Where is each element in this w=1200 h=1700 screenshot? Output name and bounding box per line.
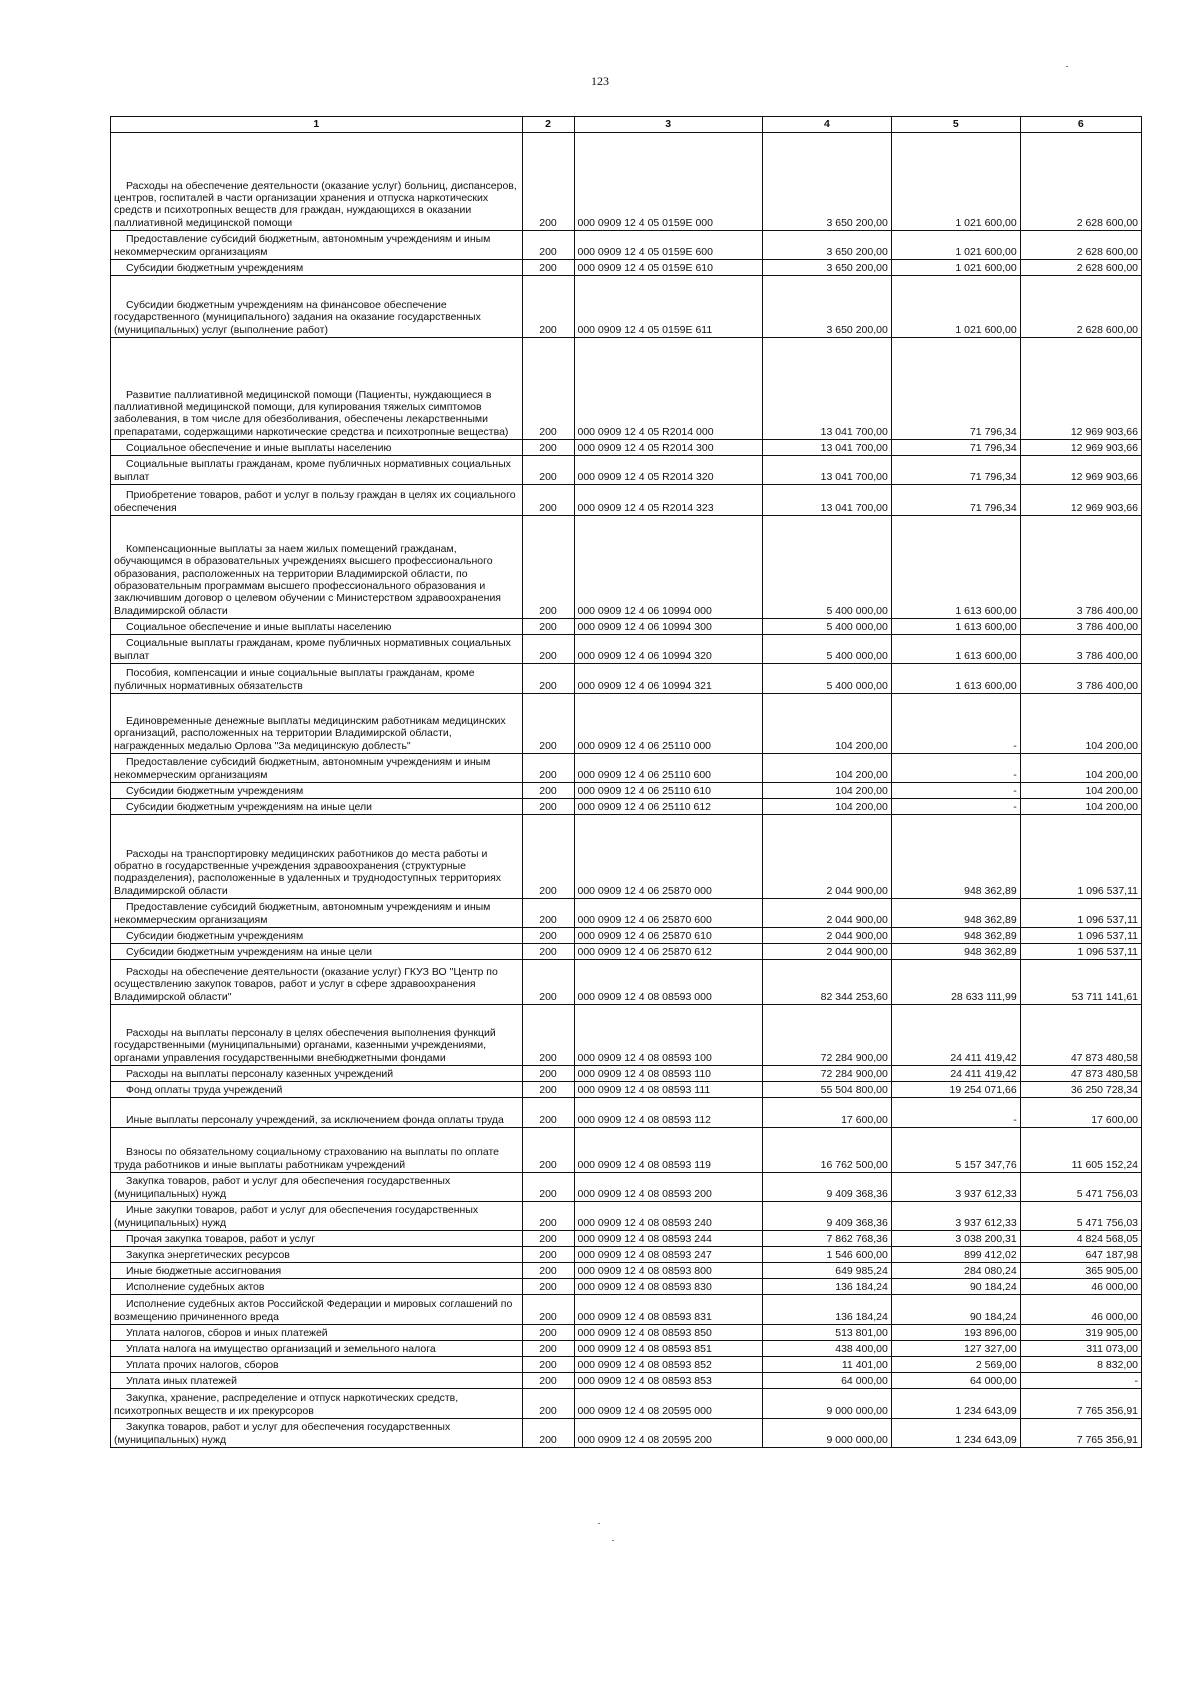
grbs-code-cell: 200 xyxy=(522,783,574,799)
remaining-amount-cell: 319 905,00 xyxy=(1020,1325,1141,1341)
grbs-code-cell: 200 xyxy=(522,635,574,664)
table-row xyxy=(111,899,1142,928)
row-label: Единовременные денежные выплаты медицинским работникам медицинских организаций, расположенных на территории Владимирской области, награжденных медалью Орлова "За медицинскую доблесть" xyxy=(111,694,523,754)
grbs-code-cell: 200 xyxy=(522,899,574,928)
approved-amount-cell: 13 041 700,00 xyxy=(762,440,891,456)
grbs-code-cell: 200 xyxy=(522,1098,574,1128)
grbs-code-cell: 200 xyxy=(522,960,574,1005)
approved-amount-cell: 64 000,00 xyxy=(762,1373,891,1389)
row-label: Взносы по обязательному социальному страхованию на выплаты по оплате труда работников и иные выплаты работникам учреждений xyxy=(111,1128,523,1173)
grbs-code-cell: 200 xyxy=(522,1128,574,1173)
budget-table xyxy=(110,116,1142,1448)
approved-amount-cell: 13 041 700,00 xyxy=(762,456,891,485)
executed-amount-cell: 948 362,89 xyxy=(891,944,1020,960)
budget-code-cell: 000 0909 12 4 05 R2014 300 xyxy=(574,440,762,456)
grbs-code-cell: 200 xyxy=(522,133,574,231)
executed-amount-cell: 71 796,34 xyxy=(891,456,1020,485)
grbs-code-cell: 200 xyxy=(522,1389,574,1419)
grbs-code-cell: 200 xyxy=(522,1066,574,1082)
row-label: Пособия, компенсации и иные социальные выплаты гражданам, кроме публичных нормативных обязательств xyxy=(111,664,523,694)
remaining-amount-cell: 1 096 537,11 xyxy=(1020,899,1141,928)
column-header: 4 xyxy=(762,117,891,133)
table-row xyxy=(111,619,1142,635)
table-row xyxy=(111,1295,1142,1325)
grbs-code-cell: 200 xyxy=(522,1341,574,1357)
column-header: 2 xyxy=(522,117,574,133)
row-label: Исполнение судебных актов xyxy=(111,1279,523,1295)
executed-amount-cell: 948 362,89 xyxy=(891,928,1020,944)
table-body xyxy=(111,133,1142,1448)
executed-amount-cell: 948 362,89 xyxy=(891,815,1020,899)
remaining-amount-cell: 2 628 600,00 xyxy=(1020,133,1141,231)
row-label: Уплата налогов, сборов и иных платежей xyxy=(111,1325,523,1341)
table-header-row xyxy=(111,117,1142,133)
remaining-amount-cell: 46 000,00 xyxy=(1020,1279,1141,1295)
column-header: 5 xyxy=(891,117,1020,133)
remaining-amount-cell: 3 786 400,00 xyxy=(1020,619,1141,635)
executed-amount-cell: 284 080,24 xyxy=(891,1263,1020,1279)
grbs-code-cell: 200 xyxy=(522,664,574,694)
row-label: Уплата налога на имущество организаций и земельного налога xyxy=(111,1341,523,1357)
row-label: Компенсационные выплаты за наем жилых помещений гражданам, обучающимся в образовательных учреждениях высшего профессионального образования, расположенных на территории Владимирской области, по образовательным программам высшего профессионального образования и заключившим договор о целевом обучении с Министерством здравоохранения Владимирской области xyxy=(111,516,523,619)
approved-amount-cell: 513 801,00 xyxy=(762,1325,891,1341)
grbs-code-cell: 200 xyxy=(522,338,574,440)
approved-amount-cell: 104 200,00 xyxy=(762,783,891,799)
executed-amount-cell: 3 038 200,31 xyxy=(891,1231,1020,1247)
row-label: Предоставление субсидий бюджетным, автономным учреждениям и иным некоммерческим организациям xyxy=(111,899,523,928)
table-row xyxy=(111,1005,1142,1066)
row-label: Уплата прочих налогов, сборов xyxy=(111,1357,523,1373)
approved-amount-cell: 136 184,24 xyxy=(762,1279,891,1295)
table-row xyxy=(111,944,1142,960)
grbs-code-cell: 200 xyxy=(522,815,574,899)
remaining-amount-cell: 365 905,00 xyxy=(1020,1263,1141,1279)
table-row xyxy=(111,783,1142,799)
executed-amount-cell: 127 327,00 xyxy=(891,1341,1020,1357)
row-label: Уплата иных платежей xyxy=(111,1373,523,1389)
approved-amount-cell: 5 400 000,00 xyxy=(762,619,891,635)
grbs-code-cell: 200 xyxy=(522,485,574,516)
column-header: 3 xyxy=(574,117,762,133)
remaining-amount-cell: 1 096 537,11 xyxy=(1020,928,1141,944)
row-label: Закупка, хранение, распределение и отпуск наркотических средств, психотропных веществ и их прекурсоров xyxy=(111,1389,523,1419)
row-label: Иные закупки товаров, работ и услуг для обеспечения государственных (муниципальных) нужд xyxy=(111,1202,523,1231)
grbs-code-cell: 200 xyxy=(522,1005,574,1066)
executed-amount-cell: 64 000,00 xyxy=(891,1373,1020,1389)
executed-amount-cell: 1 613 600,00 xyxy=(891,516,1020,619)
approved-amount-cell: 1 546 600,00 xyxy=(762,1247,891,1263)
row-label: Социальные выплаты гражданам, кроме публичных нормативных социальных выплат xyxy=(111,456,523,485)
remaining-amount-cell: 12 969 903,66 xyxy=(1020,440,1141,456)
remaining-amount-cell: 311 073,00 xyxy=(1020,1341,1141,1357)
executed-amount-cell: 90 184,24 xyxy=(891,1279,1020,1295)
budget-code-cell: 000 0909 12 4 08 08593 851 xyxy=(574,1341,762,1357)
remaining-amount-cell: 104 200,00 xyxy=(1020,783,1141,799)
executed-amount-cell: 1 021 600,00 xyxy=(891,276,1020,338)
table-row xyxy=(111,133,1142,231)
executed-amount-cell: 19 254 071,66 xyxy=(891,1082,1020,1098)
executed-amount-cell: 1 613 600,00 xyxy=(891,619,1020,635)
executed-amount-cell: 1 613 600,00 xyxy=(891,664,1020,694)
row-label: Социальные выплаты гражданам, кроме публичных нормативных социальных выплат xyxy=(111,635,523,664)
table-row xyxy=(111,440,1142,456)
table-row xyxy=(111,456,1142,485)
row-label: Субсидии бюджетным учреждениям на финансовое обеспечение государственного (муниципального) задания на оказание государственных (муниципальных) услуг (выполнение работ) xyxy=(111,276,523,338)
approved-amount-cell: 3 650 200,00 xyxy=(762,133,891,231)
table-row xyxy=(111,928,1142,944)
grbs-code-cell: 200 xyxy=(522,754,574,783)
row-label: Расходы на транспортировку медицинских работников до места работы и обратно в государственные учреждения здравоохранения (структурные подразделения), расположенные в удаленных и труднодоступных территориях Владимирской области xyxy=(111,815,523,899)
executed-amount-cell: 5 157 347,76 xyxy=(891,1128,1020,1173)
grbs-code-cell: 200 xyxy=(522,1263,574,1279)
remaining-amount-cell: 47 873 480,58 xyxy=(1020,1066,1141,1082)
executed-amount-cell: 71 796,34 xyxy=(891,338,1020,440)
grbs-code-cell: 200 xyxy=(522,1373,574,1389)
remaining-amount-cell: 36 250 728,34 xyxy=(1020,1082,1141,1098)
executed-amount-cell: 1 234 643,09 xyxy=(891,1389,1020,1419)
executed-amount-cell: 899 412,02 xyxy=(891,1247,1020,1263)
grbs-code-cell: 200 xyxy=(522,456,574,485)
approved-amount-cell: 2 044 900,00 xyxy=(762,928,891,944)
budget-code-cell: 000 0909 12 4 06 25870 610 xyxy=(574,928,762,944)
table-row xyxy=(111,694,1142,754)
budget-code-cell: 000 0909 12 4 08 08593 830 xyxy=(574,1279,762,1295)
table-row xyxy=(111,1357,1142,1373)
grbs-code-cell: 200 xyxy=(522,928,574,944)
approved-amount-cell: 2 044 900,00 xyxy=(762,899,891,928)
grbs-code-cell: 200 xyxy=(522,1247,574,1263)
table-row xyxy=(111,1325,1142,1341)
executed-amount-cell: 1 021 600,00 xyxy=(891,231,1020,260)
budget-code-cell: 000 0909 12 4 06 10994 320 xyxy=(574,635,762,664)
row-label: Приобретение товаров, работ и услуг в пользу граждан в целях их социального обеспечения xyxy=(111,485,523,516)
row-label: Субсидии бюджетным учреждениям xyxy=(111,783,523,799)
table-row xyxy=(111,960,1142,1005)
grbs-code-cell: 200 xyxy=(522,1202,574,1231)
budget-code-cell: 000 0909 12 4 08 08593 240 xyxy=(574,1202,762,1231)
approved-amount-cell: 9 409 368,36 xyxy=(762,1173,891,1202)
approved-amount-cell: 3 650 200,00 xyxy=(762,260,891,276)
executed-amount-cell: - xyxy=(891,1098,1020,1128)
column-header: 1 xyxy=(111,117,523,133)
approved-amount-cell: 2 044 900,00 xyxy=(762,944,891,960)
row-label: Предоставление субсидий бюджетным, автономным учреждениям и иным некоммерческим организациям xyxy=(111,231,523,260)
executed-amount-cell: 1 021 600,00 xyxy=(891,260,1020,276)
approved-amount-cell: 5 400 000,00 xyxy=(762,664,891,694)
table-row xyxy=(111,635,1142,664)
grbs-code-cell: 200 xyxy=(522,694,574,754)
budget-code-cell: 000 0909 12 4 06 25110 600 xyxy=(574,754,762,783)
table-row xyxy=(111,1389,1142,1419)
grbs-code-cell: 200 xyxy=(522,1419,574,1448)
remaining-amount-cell: 3 786 400,00 xyxy=(1020,635,1141,664)
remaining-amount-cell: 1 096 537,11 xyxy=(1020,944,1141,960)
scan-speck xyxy=(1066,66,1068,67)
budget-code-cell: 000 0909 12 4 08 08593 112 xyxy=(574,1098,762,1128)
remaining-amount-cell: 4 824 568,05 xyxy=(1020,1231,1141,1247)
remaining-amount-cell: 647 187,98 xyxy=(1020,1247,1141,1263)
remaining-amount-cell: 3 786 400,00 xyxy=(1020,516,1141,619)
approved-amount-cell: 3 650 200,00 xyxy=(762,276,891,338)
grbs-code-cell: 200 xyxy=(522,944,574,960)
budget-code-cell: 000 0909 12 4 06 25110 612 xyxy=(574,799,762,815)
budget-code-cell: 000 0909 12 4 05 0159E 000 xyxy=(574,133,762,231)
budget-code-cell: 000 0909 12 4 08 08593 831 xyxy=(574,1295,762,1325)
grbs-code-cell: 200 xyxy=(522,1325,574,1341)
row-label: Закупка товаров, работ и услуг для обеспечения государственных (муниципальных) нужд xyxy=(111,1419,523,1448)
row-label: Иные бюджетные ассигнования xyxy=(111,1263,523,1279)
remaining-amount-cell: 2 628 600,00 xyxy=(1020,231,1141,260)
row-label: Прочая закупка товаров, работ и услуг xyxy=(111,1231,523,1247)
table-row xyxy=(111,754,1142,783)
page-number: 123 xyxy=(591,74,609,88)
approved-amount-cell: 649 985,24 xyxy=(762,1263,891,1279)
budget-code-cell: 000 0909 12 4 05 0159E 610 xyxy=(574,260,762,276)
row-label: Социальное обеспечение и иные выплаты населению xyxy=(111,440,523,456)
row-label: Развитие паллиативной медицинской помощи (Пациенты, нуждающиеся в паллиативной медицинской помощи, для купирования тяжелых симптомов заболевания, в том числе для обезболивания, обеспечены лекарственными препаратами, содержащими наркотические средства и психотропные вещества) xyxy=(111,338,523,440)
budget-code-cell: 000 0909 12 4 05 0159E 611 xyxy=(574,276,762,338)
table-row xyxy=(111,1263,1142,1279)
row-label: Иные выплаты персоналу учреждений, за исключением фонда оплаты труда xyxy=(111,1098,523,1128)
row-label: Предоставление субсидий бюджетным, автономным учреждениям и иным некоммерческим организациям xyxy=(111,754,523,783)
approved-amount-cell: 5 400 000,00 xyxy=(762,516,891,619)
approved-amount-cell: 104 200,00 xyxy=(762,694,891,754)
table-row xyxy=(111,1373,1142,1389)
budget-code-cell: 000 0909 12 4 05 R2014 323 xyxy=(574,485,762,516)
row-label: Расходы на выплаты персоналу в целях обеспечения выполнения функций государственными (муниципальными) органами, казенными учреждениями, органами управления государственными внебюджетными фондами xyxy=(111,1005,523,1066)
grbs-code-cell: 200 xyxy=(522,260,574,276)
table-row xyxy=(111,1419,1142,1448)
executed-amount-cell: 1 234 643,09 xyxy=(891,1419,1020,1448)
approved-amount-cell: 82 344 253,60 xyxy=(762,960,891,1005)
budget-code-cell: 000 0909 12 4 05 R2014 320 xyxy=(574,456,762,485)
remaining-amount-cell: 2 628 600,00 xyxy=(1020,276,1141,338)
remaining-amount-cell: 1 096 537,11 xyxy=(1020,815,1141,899)
row-label: Фонд оплаты труда учреждений xyxy=(111,1082,523,1098)
budget-code-cell: 000 0909 12 4 08 08593 244 xyxy=(574,1231,762,1247)
approved-amount-cell: 104 200,00 xyxy=(762,754,891,783)
row-label: Закупка товаров, работ и услуг для обеспечения государственных (муниципальных) нужд xyxy=(111,1173,523,1202)
row-label: Субсидии бюджетным учреждениям xyxy=(111,928,523,944)
executed-amount-cell: 28 633 111,99 xyxy=(891,960,1020,1005)
scan-speck xyxy=(612,1540,614,1541)
executed-amount-cell: - xyxy=(891,694,1020,754)
budget-code-cell: 000 0909 12 4 08 08593 100 xyxy=(574,1005,762,1066)
budget-code-cell: 000 0909 12 4 08 08593 247 xyxy=(574,1247,762,1263)
remaining-amount-cell: 11 605 152,24 xyxy=(1020,1128,1141,1173)
grbs-code-cell: 200 xyxy=(522,516,574,619)
executed-amount-cell: 24 411 419,42 xyxy=(891,1005,1020,1066)
remaining-amount-cell: 5 471 756,03 xyxy=(1020,1173,1141,1202)
row-label: Субсидии бюджетным учреждениям на иные цели xyxy=(111,944,523,960)
executed-amount-cell: - xyxy=(891,754,1020,783)
table-row xyxy=(111,516,1142,619)
grbs-code-cell: 200 xyxy=(522,1173,574,1202)
budget-code-cell: 000 0909 12 4 08 08593 000 xyxy=(574,960,762,1005)
remaining-amount-cell: 7 765 356,91 xyxy=(1020,1419,1141,1448)
approved-amount-cell: 438 400,00 xyxy=(762,1341,891,1357)
scan-speck xyxy=(598,1523,600,1524)
row-label: Субсидии бюджетным учреждениям xyxy=(111,260,523,276)
executed-amount-cell: 90 184,24 xyxy=(891,1295,1020,1325)
budget-code-cell: 000 0909 12 4 06 25870 612 xyxy=(574,944,762,960)
budget-code-cell: 000 0909 12 4 06 25110 000 xyxy=(574,694,762,754)
table-row xyxy=(111,1098,1142,1128)
budget-code-cell: 000 0909 12 4 06 10994 300 xyxy=(574,619,762,635)
budget-code-cell: 000 0909 12 4 08 08593 200 xyxy=(574,1173,762,1202)
budget-code-cell: 000 0909 12 4 06 25870 600 xyxy=(574,899,762,928)
approved-amount-cell: 3 650 200,00 xyxy=(762,231,891,260)
row-label: Расходы на выплаты персоналу казенных учреждений xyxy=(111,1066,523,1082)
executed-amount-cell: 948 362,89 xyxy=(891,899,1020,928)
table-row xyxy=(111,260,1142,276)
executed-amount-cell: 71 796,34 xyxy=(891,485,1020,516)
row-label: Субсидии бюджетным учреждениям на иные цели xyxy=(111,799,523,815)
executed-amount-cell: 3 937 612,33 xyxy=(891,1202,1020,1231)
row-label: Расходы на обеспечение деятельности (оказание услуг) больниц, диспансеров, центров, госпиталей в части организации хранения и отпуска наркотических средств и психотропных веществ для граждан, нуждающихся в оказании паллиативной медицинской помощи xyxy=(111,133,523,231)
remaining-amount-cell: 5 471 756,03 xyxy=(1020,1202,1141,1231)
remaining-amount-cell: 104 200,00 xyxy=(1020,754,1141,783)
remaining-amount-cell: 104 200,00 xyxy=(1020,799,1141,815)
budget-code-cell: 000 0909 12 4 08 08593 110 xyxy=(574,1066,762,1082)
grbs-code-cell: 200 xyxy=(522,1082,574,1098)
table-row xyxy=(111,1202,1142,1231)
budget-code-cell: 000 0909 12 4 08 08593 850 xyxy=(574,1325,762,1341)
approved-amount-cell: 2 044 900,00 xyxy=(762,815,891,899)
table-row xyxy=(111,1082,1142,1098)
remaining-amount-cell: 7 765 356,91 xyxy=(1020,1389,1141,1419)
budget-code-cell: 000 0909 12 4 08 08593 800 xyxy=(574,1263,762,1279)
approved-amount-cell: 136 184,24 xyxy=(762,1295,891,1325)
executed-amount-cell: 71 796,34 xyxy=(891,440,1020,456)
grbs-code-cell: 200 xyxy=(522,231,574,260)
table-row xyxy=(111,1247,1142,1263)
column-header: 6 xyxy=(1020,117,1141,133)
budget-code-cell: 000 0909 12 4 06 10994 321 xyxy=(574,664,762,694)
grbs-code-cell: 200 xyxy=(522,1279,574,1295)
remaining-amount-cell: 104 200,00 xyxy=(1020,694,1141,754)
executed-amount-cell: - xyxy=(891,799,1020,815)
remaining-amount-cell: 12 969 903,66 xyxy=(1020,338,1141,440)
executed-amount-cell: 193 896,00 xyxy=(891,1325,1020,1341)
row-label: Исполнение судебных актов Российской Федерации и мировых соглашений по возмещению причиненного вреда xyxy=(111,1295,523,1325)
approved-amount-cell: 13 041 700,00 xyxy=(762,338,891,440)
remaining-amount-cell: 2 628 600,00 xyxy=(1020,260,1141,276)
row-label: Расходы на обеспечение деятельности (оказание услуг) ГКУЗ ВО "Центр по осуществлению закупок товаров, работ и услуг в сфере здравоохранения Владимирской области" xyxy=(111,960,523,1005)
table-row xyxy=(111,1128,1142,1173)
table-row xyxy=(111,1231,1142,1247)
table-row xyxy=(111,815,1142,899)
budget-code-cell: 000 0909 12 4 06 10994 000 xyxy=(574,516,762,619)
budget-code-cell: 000 0909 12 4 08 20595 000 xyxy=(574,1389,762,1419)
approved-amount-cell: 55 504 800,00 xyxy=(762,1082,891,1098)
approved-amount-cell: 17 600,00 xyxy=(762,1098,891,1128)
remaining-amount-cell: 3 786 400,00 xyxy=(1020,664,1141,694)
approved-amount-cell: 9 000 000,00 xyxy=(762,1389,891,1419)
grbs-code-cell: 200 xyxy=(522,440,574,456)
approved-amount-cell: 11 401,00 xyxy=(762,1357,891,1373)
table-row xyxy=(111,485,1142,516)
budget-code-cell: 000 0909 12 4 08 08593 111 xyxy=(574,1082,762,1098)
remaining-amount-cell: 47 873 480,58 xyxy=(1020,1005,1141,1066)
budget-code-cell: 000 0909 12 4 08 08593 852 xyxy=(574,1357,762,1373)
budget-code-cell: 000 0909 12 4 06 25870 000 xyxy=(574,815,762,899)
table-row xyxy=(111,1279,1142,1295)
table-row xyxy=(111,799,1142,815)
remaining-amount-cell: 12 969 903,66 xyxy=(1020,456,1141,485)
budget-code-cell: 000 0909 12 4 08 20595 200 xyxy=(574,1419,762,1448)
budget-code-cell: 000 0909 12 4 06 25110 610 xyxy=(574,783,762,799)
executed-amount-cell: 2 569,00 xyxy=(891,1357,1020,1373)
row-label: Закупка энергетических ресурсов xyxy=(111,1247,523,1263)
approved-amount-cell: 5 400 000,00 xyxy=(762,635,891,664)
executed-amount-cell: - xyxy=(891,783,1020,799)
remaining-amount-cell: 53 711 141,61 xyxy=(1020,960,1141,1005)
grbs-code-cell: 200 xyxy=(522,276,574,338)
budget-code-cell: 000 0909 12 4 08 08593 853 xyxy=(574,1373,762,1389)
remaining-amount-cell: 17 600,00 xyxy=(1020,1098,1141,1128)
remaining-amount-cell: 12 969 903,66 xyxy=(1020,485,1141,516)
executed-amount-cell: 3 937 612,33 xyxy=(891,1173,1020,1202)
budget-code-cell: 000 0909 12 4 05 0159E 600 xyxy=(574,231,762,260)
approved-amount-cell: 72 284 900,00 xyxy=(762,1005,891,1066)
table-row xyxy=(111,664,1142,694)
remaining-amount-cell: 46 000,00 xyxy=(1020,1295,1141,1325)
approved-amount-cell: 9 409 368,36 xyxy=(762,1202,891,1231)
grbs-code-cell: 200 xyxy=(522,1231,574,1247)
executed-amount-cell: 24 411 419,42 xyxy=(891,1066,1020,1082)
grbs-code-cell: 200 xyxy=(522,1295,574,1325)
grbs-code-cell: 200 xyxy=(522,1357,574,1373)
approved-amount-cell: 9 000 000,00 xyxy=(762,1419,891,1448)
table-row xyxy=(111,338,1142,440)
table-row xyxy=(111,276,1142,338)
executed-amount-cell: 1 613 600,00 xyxy=(891,635,1020,664)
approved-amount-cell: 7 862 768,36 xyxy=(762,1231,891,1247)
budget-code-cell: 000 0909 12 4 05 R2014 000 xyxy=(574,338,762,440)
approved-amount-cell: 13 041 700,00 xyxy=(762,485,891,516)
table-row xyxy=(111,1066,1142,1082)
table-row xyxy=(111,231,1142,260)
executed-amount-cell: 1 021 600,00 xyxy=(891,133,1020,231)
grbs-code-cell: 200 xyxy=(522,799,574,815)
approved-amount-cell: 72 284 900,00 xyxy=(762,1066,891,1082)
row-label: Социальное обеспечение и иные выплаты населению xyxy=(111,619,523,635)
table-row xyxy=(111,1173,1142,1202)
approved-amount-cell: 104 200,00 xyxy=(762,799,891,815)
table-row xyxy=(111,1341,1142,1357)
grbs-code-cell: 200 xyxy=(522,619,574,635)
approved-amount-cell: 16 762 500,00 xyxy=(762,1128,891,1173)
budget-code-cell: 000 0909 12 4 08 08593 119 xyxy=(574,1128,762,1173)
remaining-amount-cell: 8 832,00 xyxy=(1020,1357,1141,1373)
remaining-amount-cell: - xyxy=(1020,1373,1141,1389)
